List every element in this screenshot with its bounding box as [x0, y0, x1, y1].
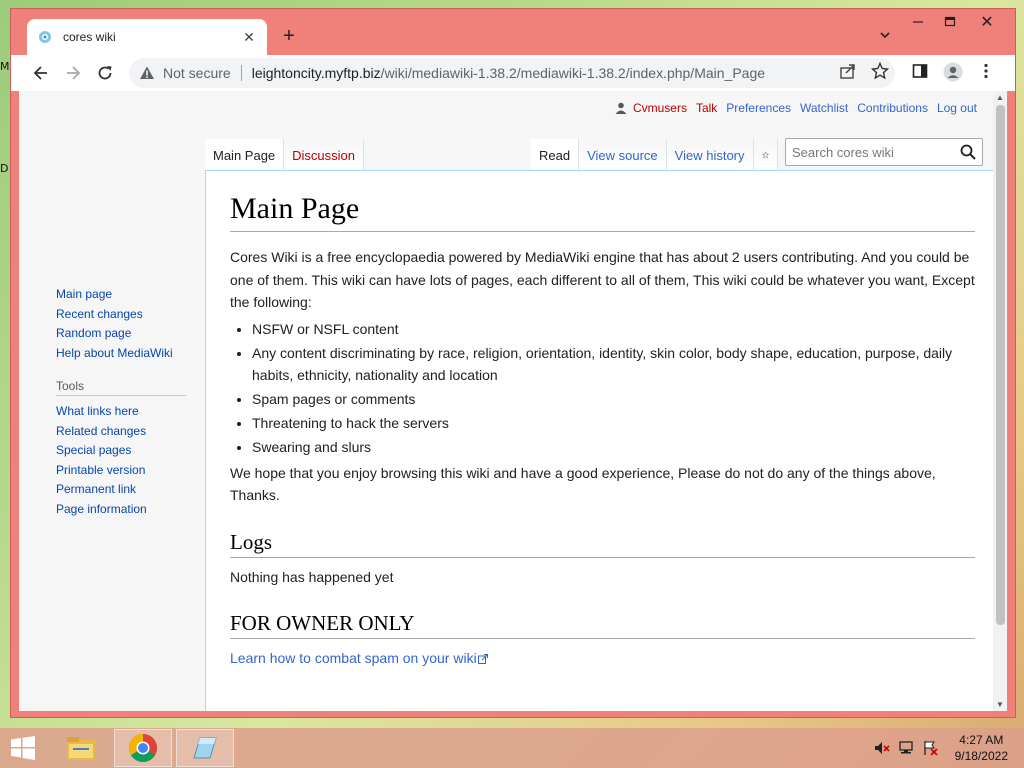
sidebar-item-special-pages[interactable]: Special pages [56, 443, 132, 457]
app-taskbar-icon[interactable] [176, 729, 234, 767]
search-field[interactable] [785, 138, 983, 166]
talk-link[interactable]: Talk [695, 101, 718, 115]
tab-read[interactable]: Read [531, 139, 579, 171]
watch-star-icon[interactable] [754, 139, 778, 171]
tab-view-history[interactable]: View history [667, 139, 754, 171]
scroll-down-icon[interactable]: ▼ [996, 700, 1004, 709]
list-item: • Spam pages or comments [252, 388, 975, 410]
windows-start-icon[interactable] [10, 736, 36, 760]
list-item: • Swearing and slurs [252, 436, 975, 458]
sidebar-item-permanent-link[interactable]: Permanent link [56, 482, 137, 496]
preferences-link[interactable]: Preferences [726, 101, 791, 115]
contributions-link[interactable]: Contributions [857, 101, 928, 115]
page-content [205, 170, 999, 711]
browser-tab[interactable] [27, 19, 267, 55]
menu-icon[interactable] [977, 62, 995, 80]
clock-time: 4:27 AM [959, 733, 1004, 747]
view-tabs [531, 139, 778, 171]
url-divider [241, 65, 242, 81]
tab-discussion[interactable]: Discussion [284, 139, 364, 171]
search-icon[interactable] [960, 144, 976, 160]
page-viewport [19, 91, 1007, 711]
tab-search-icon[interactable] [877, 27, 893, 43]
vertical-scrollbar[interactable] [993, 91, 1007, 711]
sidebar-item-page-information[interactable]: Page information [56, 501, 147, 516]
logs-heading: Logs [230, 529, 975, 558]
logout-link[interactable]: Log out [936, 101, 977, 115]
sidebar-tools-heading: Tools [56, 379, 186, 396]
rules-list [252, 318, 975, 458]
list-item: • Threatening to hack the servers [252, 412, 975, 434]
network-icon[interactable] [898, 740, 914, 756]
search-input[interactable] [792, 145, 952, 160]
user-icon [615, 102, 627, 114]
scroll-up-icon[interactable]: ▲ [996, 93, 1004, 102]
scrollbar-thumb[interactable] [996, 105, 1005, 625]
bookmark-star-icon[interactable] [871, 62, 889, 80]
browser-toolbar [11, 55, 1015, 91]
tab-title: cores wiki [63, 30, 116, 44]
tab-main-page[interactable]: Main Page [205, 139, 284, 171]
desktop-icon-label[interactable]: M [0, 60, 10, 73]
sidebar-item-printable-version[interactable]: Printable version [56, 462, 146, 477]
url-host: leightoncity.myftp.biz [251, 65, 381, 81]
maximize-icon[interactable] [933, 11, 967, 33]
tab-close-icon[interactable]: ✕ [243, 28, 255, 45]
desktop-icon-label[interactable]: D [0, 162, 9, 175]
address-bar[interactable] [129, 58, 895, 88]
minimize-icon[interactable] [901, 11, 935, 33]
action-center-flag-icon[interactable] [922, 740, 938, 756]
chrome-taskbar-icon[interactable] [114, 729, 172, 767]
watchlist-link[interactable]: Watchlist [800, 101, 849, 115]
profile-icon[interactable] [943, 62, 961, 80]
page-title: Main Page [230, 191, 975, 232]
forward-icon[interactable] [63, 63, 83, 83]
closing-paragraph: We hope that you enjoy browsing this wiki and have a good experience, Please do not do any of the things above, Thanks. [230, 464, 936, 503]
username-link[interactable]: Cvmusers [632, 101, 687, 115]
title-bar [11, 9, 1015, 55]
url-path: /wiki/mediawiki-1.38.2/mediawiki-1.38.2/index.php/Main_Page [380, 65, 766, 81]
system-clock[interactable] [955, 732, 1008, 764]
file-explorer-icon[interactable] [52, 729, 110, 767]
sidebar-item-recent-changes[interactable]: Recent changes [56, 306, 143, 321]
reload-icon[interactable] [95, 63, 115, 83]
share-icon[interactable] [839, 62, 857, 80]
taskbar [0, 728, 1024, 768]
spam-help-link[interactable]: Learn how to combat spam on your wiki [230, 650, 477, 666]
sidebar-item-help[interactable]: Help about MediaWiki [56, 345, 173, 360]
clock-date: 9/18/2022 [954, 749, 1008, 763]
browser-window [10, 8, 1016, 718]
warning-icon[interactable] [139, 65, 155, 81]
favicon-icon [37, 29, 53, 45]
sidebar [56, 285, 186, 519]
namespace-tabs [205, 139, 364, 171]
sidebar-item-related-changes[interactable]: Related changes [56, 423, 147, 438]
external-link-icon [478, 654, 488, 664]
volume-muted-icon[interactable] [874, 740, 890, 756]
tab-view-source[interactable]: View source [579, 139, 667, 171]
owner-heading: FOR OWNER ONLY [230, 610, 975, 639]
logs-text: Nothing has happened yet [230, 568, 394, 585]
list-item: • Any content discriminating by race, religion, orientation, identity, skin color, body shape, education, purpose, daily habits, ethnicity, nationality and location [252, 342, 975, 386]
intro-paragraph: Cores Wiki is a free encyclopaedia powered by MediaWiki engine that has about 2 users contributing. And you could be one of them. This wiki can have lots of pages, each different to all of them, This wiki could be whatever you want, Except the following: [230, 249, 975, 310]
not-secure-label[interactable]: Not secure [163, 65, 231, 81]
sidebar-item-random-page[interactable]: Random page [56, 326, 132, 340]
sidebar-item-what-links-here[interactable]: What links here [56, 404, 139, 418]
sidebar-item-main-page[interactable]: Main page [56, 287, 113, 301]
list-item: • NSFW or NSFL content [252, 318, 975, 340]
user-navigation [615, 101, 977, 115]
new-tab-button[interactable]: + [283, 25, 295, 47]
side-panel-icon[interactable] [911, 62, 929, 80]
close-icon[interactable]: ✕ [980, 14, 994, 31]
back-icon[interactable] [31, 63, 51, 83]
